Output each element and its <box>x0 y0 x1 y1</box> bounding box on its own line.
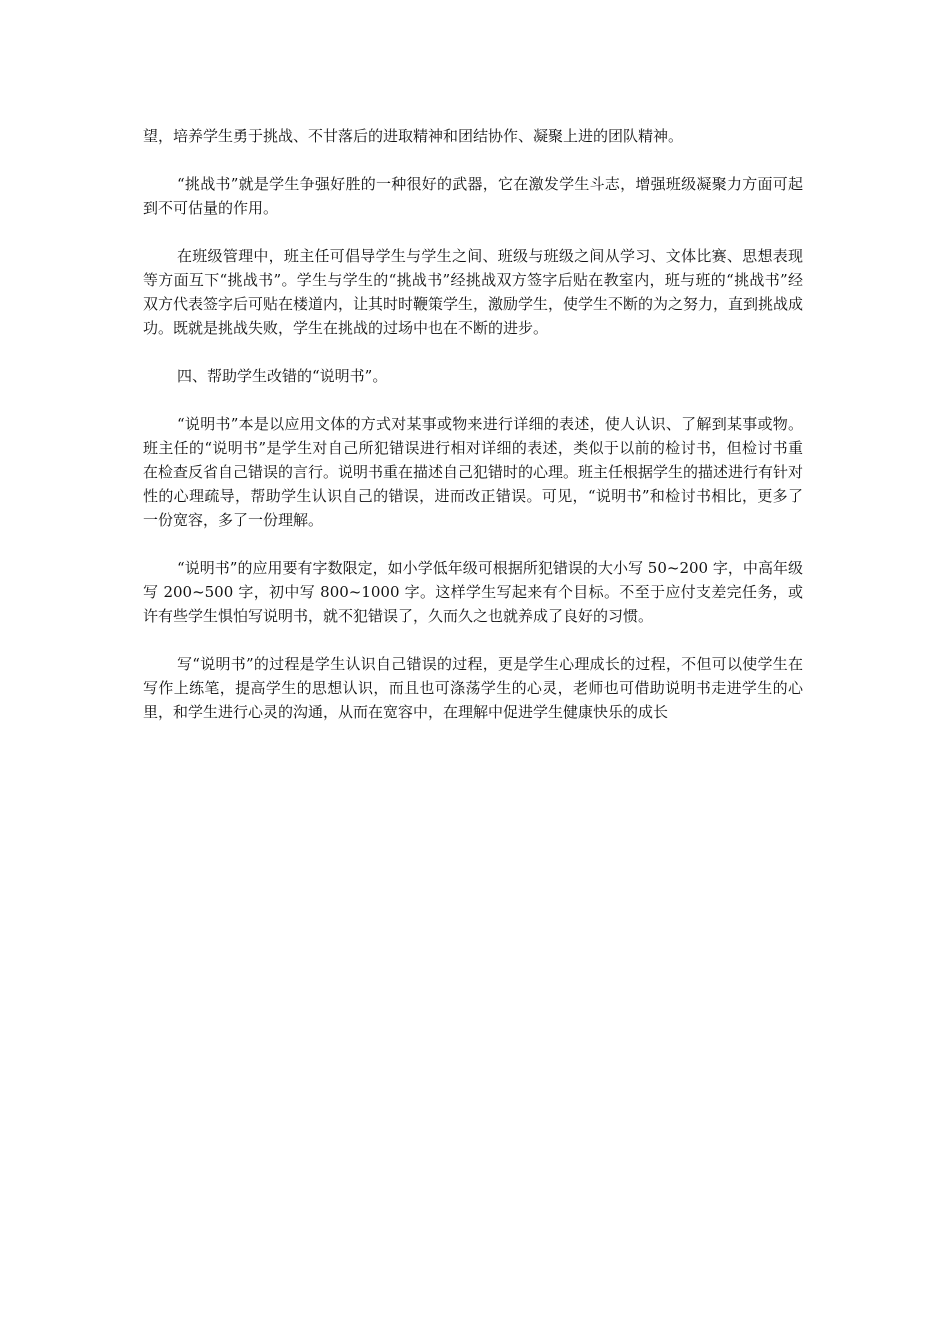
paragraph-6: “说明书”的应用要有字数限定，如小学低年级可根据所犯错误的大小写 50~200 字，中高年级写 200~500 字，初中写 800~1000 字。这样学生写起来有个目标。不至于应付支差完任务，或许有些学生惧怕写说明书，就不犯错误了，久而久之也就养成了良好的习惯。 <box>143 559 803 625</box>
paragraph-7: 写“说明书”的过程是学生认识自己错误的过程，更是学生心理成长的过程，不但可以使学生在写作上练笔，提高学生的思想认识，而且也可涤荡学生的心灵，老师也可借助说明书走进学生的心里，和学生进行心灵的沟通，从而在宽容中，在理解中促进学生健康快乐的成长 <box>143 655 803 721</box>
paragraph-1: 望，培养学生勇于挑战、不甘落后的进取精神和团结协作、凝聚上进的团队精神。 <box>143 127 684 145</box>
section-heading: 四、帮助学生改错的“说明书”。 <box>177 367 388 385</box>
paragraph-3: 在班级管理中，班主任可倡导学生与学生之间、班级与班级之间从学习、文体比赛、思想表现等方面互下“挑战书”。学生与学生的“挑战书”经挑战双方签字后贴在教室内，班与班的“挑战书”经双方代表签字后可贴在楼道内，让其时时鞭策学生，激励学生，使学生不断的为之努力，直到挑战成功。既就是挑战失败，学生在挑战的过场中也在不断的进步。 <box>143 247 804 337</box>
paragraph-5: “说明书”本是以应用文体的方式对某事或物来进行详细的表述，使人认识、了解到某事或物。班主任的“说明书”是学生对自己所犯错误进行相对详细的表述，类似于以前的检讨书，但检讨书重在检查反省自己错误的言行。说明书重在描述自己犯错时的心理。班主任根据学生的描述进行有针对性的心理疏导，帮助学生认识自己的错误，进而改正错误。可见，“说明书”和检讨书相比，更多了一份宽容，多了一份理解。 <box>143 415 804 529</box>
paragraph-2: “挑战书”就是学生争强好胜的一种很好的武器，它在激发学生斗志，增强班级凝聚力方面可起到不可估量的作用。 <box>143 175 803 217</box>
document-body <box>143 124 803 748</box>
